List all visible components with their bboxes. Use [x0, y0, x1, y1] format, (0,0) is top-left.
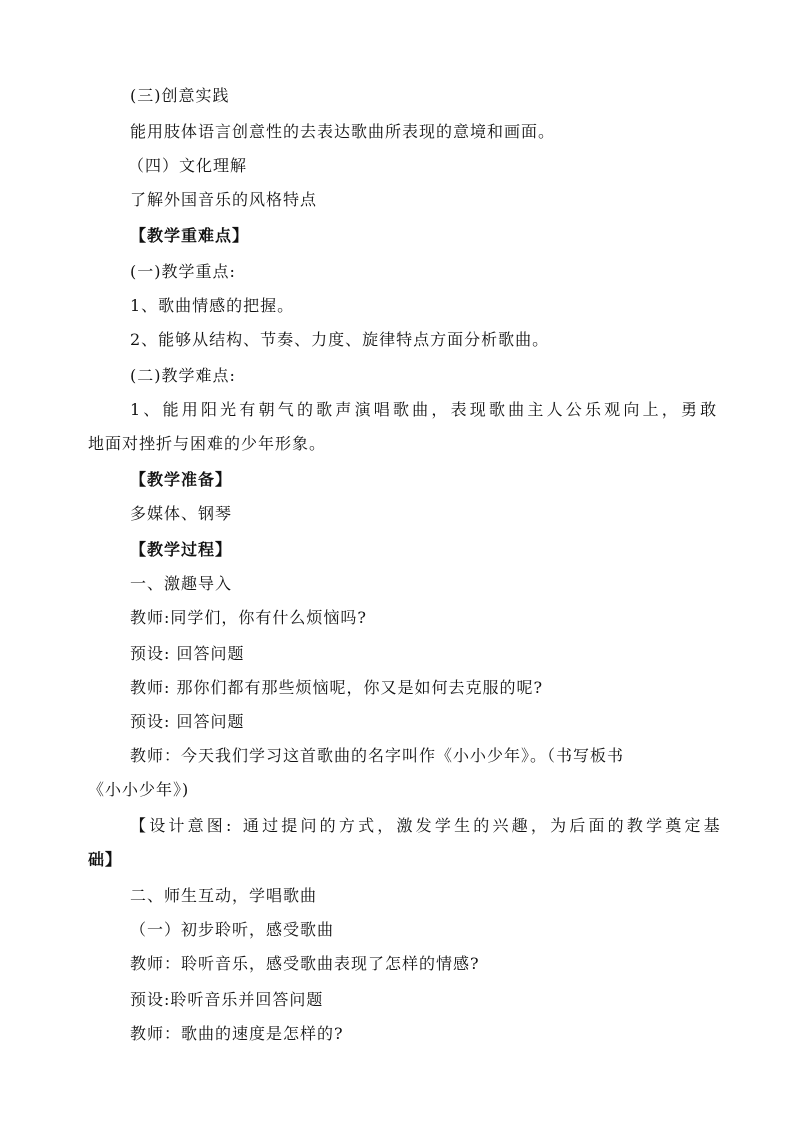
key-difficulty-heading: 【教学重难点】: [130, 226, 250, 245]
teaching-focus-item-1: 1、歌曲情感的把握。: [130, 296, 295, 315]
section-creative-practice-heading: (三)创意实践: [130, 86, 230, 105]
expected-answer-1: 预设: 回答问题: [130, 644, 245, 663]
teaching-preparation-heading: 【教学准备】: [130, 470, 233, 489]
teacher-listening-question: 教师：聆听音乐，感受歌曲表现了怎样的情感?: [130, 954, 480, 973]
teaching-process-heading: 【教学过程】: [130, 540, 233, 559]
expected-listening-answer: 预设:聆听音乐并回答问题: [130, 990, 324, 1009]
teaching-difficulty-item-1: 1、能用阳光有朝气的歌声演唱歌曲，表现歌曲主人公乐观向上，勇敢: [130, 400, 720, 419]
teacher-tempo-question: 教师：歌曲的速度是怎样的?: [130, 1024, 344, 1043]
expected-answer-2: 预设: 回答问题: [130, 712, 245, 731]
initial-listening-heading: （一）初步聆听，感受歌曲: [130, 920, 335, 939]
teacher-question-1: 教师:同学们，你有什么烦恼吗?: [130, 608, 367, 627]
teaching-focus-heading: (一)教学重点:: [130, 262, 236, 281]
creative-practice-text: 能用肢体语言创意性的去表达歌曲所表现的意境和画面。: [130, 122, 556, 141]
teacher-introduction-continued: 《小小少年》): [88, 780, 190, 799]
design-intent-continued: 础】: [88, 850, 123, 869]
teaching-difficulty-heading: (二)教学难点:: [130, 366, 236, 385]
design-intent: 【设计意图: 通过提问的方式，激发学生的兴趣，为后面的教学奠定基: [130, 816, 723, 835]
section-culture-heading: （四）文化理解: [128, 156, 248, 175]
step-one-heading: 一、激趣导入: [130, 574, 233, 593]
teaching-focus-item-2: 2、能够从结构、节奏、力度、旋律特点方面分析歌曲。: [130, 330, 550, 349]
culture-text: 了解外国音乐的风格特点: [130, 190, 318, 209]
teaching-preparation-text: 多媒体、钢琴: [130, 504, 233, 523]
teacher-question-2: 教师: 那你们都有那些烦恼呢，你又是如何去克服的呢?: [130, 678, 544, 697]
teacher-introduction: 教师：今天我们学习这首歌曲的名字叫作《小小少年》。（书写板书: [130, 746, 625, 765]
step-two-heading: 二、师生互动，学唱歌曲: [130, 886, 318, 905]
teaching-difficulty-item-1-continued: 地面对挫折与困难的少年形象。: [88, 434, 327, 453]
